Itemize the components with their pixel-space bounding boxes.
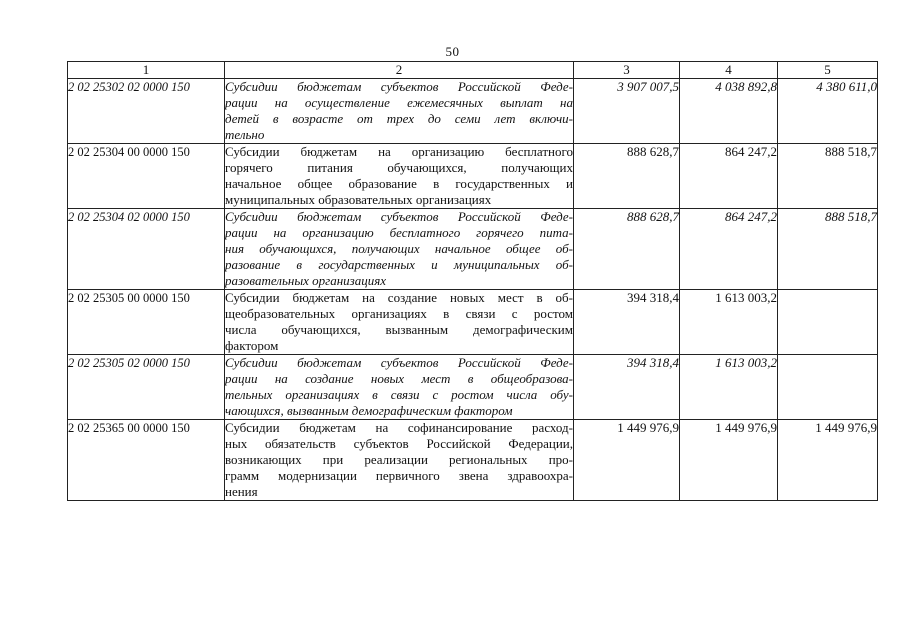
table-row bbox=[68, 144, 878, 209]
amount-cell-4: 864 247,2 bbox=[680, 144, 778, 209]
amount-cell-5 bbox=[778, 290, 878, 355]
description-line: муниципальных образовательных организациях bbox=[225, 192, 492, 207]
description-line: ных обязательств субъектов Российской Федерации, bbox=[225, 436, 573, 451]
budget-code-cell: 2 02 25305 00 0000 150 bbox=[68, 290, 225, 355]
amount-cell-5 bbox=[778, 355, 878, 420]
amount-cell-5: 1 449 976,9 bbox=[778, 420, 878, 501]
description-cell bbox=[225, 355, 574, 420]
description-line: грамм модернизации первичного звена здравоохра- bbox=[225, 468, 573, 483]
description-line: разовательных организациях bbox=[225, 273, 387, 288]
amount-cell-4: 1 449 976,9 bbox=[680, 420, 778, 501]
description-line: Субсидии бюджетам субъектов Российской Феде- bbox=[225, 355, 573, 370]
description-line: щеобразовательных организациях в связи с ростом bbox=[225, 306, 573, 321]
amount-cell-3: 888 628,7 bbox=[574, 209, 680, 290]
description-line: числа обучающихся, вызванным демографическим bbox=[225, 322, 573, 337]
description-line: нения bbox=[225, 484, 258, 499]
description-cell bbox=[225, 144, 574, 209]
amount-cell-5: 888 518,7 bbox=[778, 144, 878, 209]
description-line: начальное общее образование в государственных и bbox=[225, 176, 573, 191]
description-line: разование в государственных и муниципальных об- bbox=[225, 257, 573, 272]
description-line: Субсидии бюджетам на создание новых мест в об- bbox=[225, 290, 573, 305]
budget-code-cell: 2 02 25305 02 0000 150 bbox=[68, 355, 225, 420]
page-number: 50 bbox=[445, 44, 460, 59]
description-line: тельно bbox=[225, 127, 265, 142]
budget-code-cell: 2 02 25304 00 0000 150 bbox=[68, 144, 225, 209]
budget-table bbox=[67, 61, 878, 501]
description-line: Субсидии бюджетам на софинансирование расход- bbox=[225, 420, 573, 435]
table-row bbox=[68, 290, 878, 355]
header-cell-2: 2 bbox=[225, 62, 574, 79]
description-line: фактором bbox=[225, 338, 279, 353]
description-line: возникающих при реализации региональных про- bbox=[225, 452, 573, 467]
amount-cell-3: 394 318,4 bbox=[574, 355, 680, 420]
amount-cell-4: 1 613 003,2 bbox=[680, 355, 778, 420]
description-cell bbox=[225, 290, 574, 355]
amount-cell-4: 864 247,2 bbox=[680, 209, 778, 290]
table-row bbox=[68, 209, 878, 290]
budget-code-cell: 2 02 25304 02 0000 150 bbox=[68, 209, 225, 290]
amount-cell-4: 4 038 892,8 bbox=[680, 79, 778, 144]
description-cell bbox=[225, 79, 574, 144]
description-line: рации на осуществление ежемесячных выплат на bbox=[225, 95, 573, 110]
description-line: рации на организацию бесплатного горячего пита- bbox=[225, 225, 573, 240]
description-line: Субсидии бюджетам субъектов Российской Феде- bbox=[225, 209, 573, 224]
table-row bbox=[68, 355, 878, 420]
description-line: Субсидии бюджетам субъектов Российской Феде- bbox=[225, 79, 573, 94]
budget-code-cell: 2 02 25302 02 0000 150 bbox=[68, 79, 225, 144]
header-row bbox=[68, 62, 878, 79]
description-line: чающихся, вызванным демографическим фактором bbox=[225, 403, 513, 418]
description-line: ния обучающихся, получающих начальное общее об- bbox=[225, 241, 573, 256]
header-cell-3: 3 bbox=[574, 62, 680, 79]
table-body bbox=[68, 79, 878, 501]
table-row bbox=[68, 420, 878, 501]
budget-code-cell: 2 02 25365 00 0000 150 bbox=[68, 420, 225, 501]
table-row bbox=[68, 79, 878, 144]
header-cell-4: 4 bbox=[680, 62, 778, 79]
description-cell bbox=[225, 209, 574, 290]
amount-cell-3: 394 318,4 bbox=[574, 290, 680, 355]
header-cell-1: 1 bbox=[68, 62, 225, 79]
amount-cell-3: 888 628,7 bbox=[574, 144, 680, 209]
description-line: Субсидии бюджетам на организацию бесплатного bbox=[225, 144, 573, 159]
description-line: рации на создание новых мест в общеобразова- bbox=[225, 371, 573, 386]
amount-cell-5: 4 380 611,0 bbox=[778, 79, 878, 144]
description-cell bbox=[225, 420, 574, 501]
header-cell-5: 5 bbox=[778, 62, 878, 79]
amount-cell-5: 888 518,7 bbox=[778, 209, 878, 290]
description-line: горячего питания обучающихся, получающих bbox=[225, 160, 573, 175]
description-line: тельных организациях в связи с ростом числа обу- bbox=[225, 387, 573, 402]
description-line: детей в возрасте от трех до семи лет включи- bbox=[225, 111, 573, 126]
amount-cell-4: 1 613 003,2 bbox=[680, 290, 778, 355]
amount-cell-3: 1 449 976,9 bbox=[574, 420, 680, 501]
amount-cell-3: 3 907 007,5 bbox=[574, 79, 680, 144]
